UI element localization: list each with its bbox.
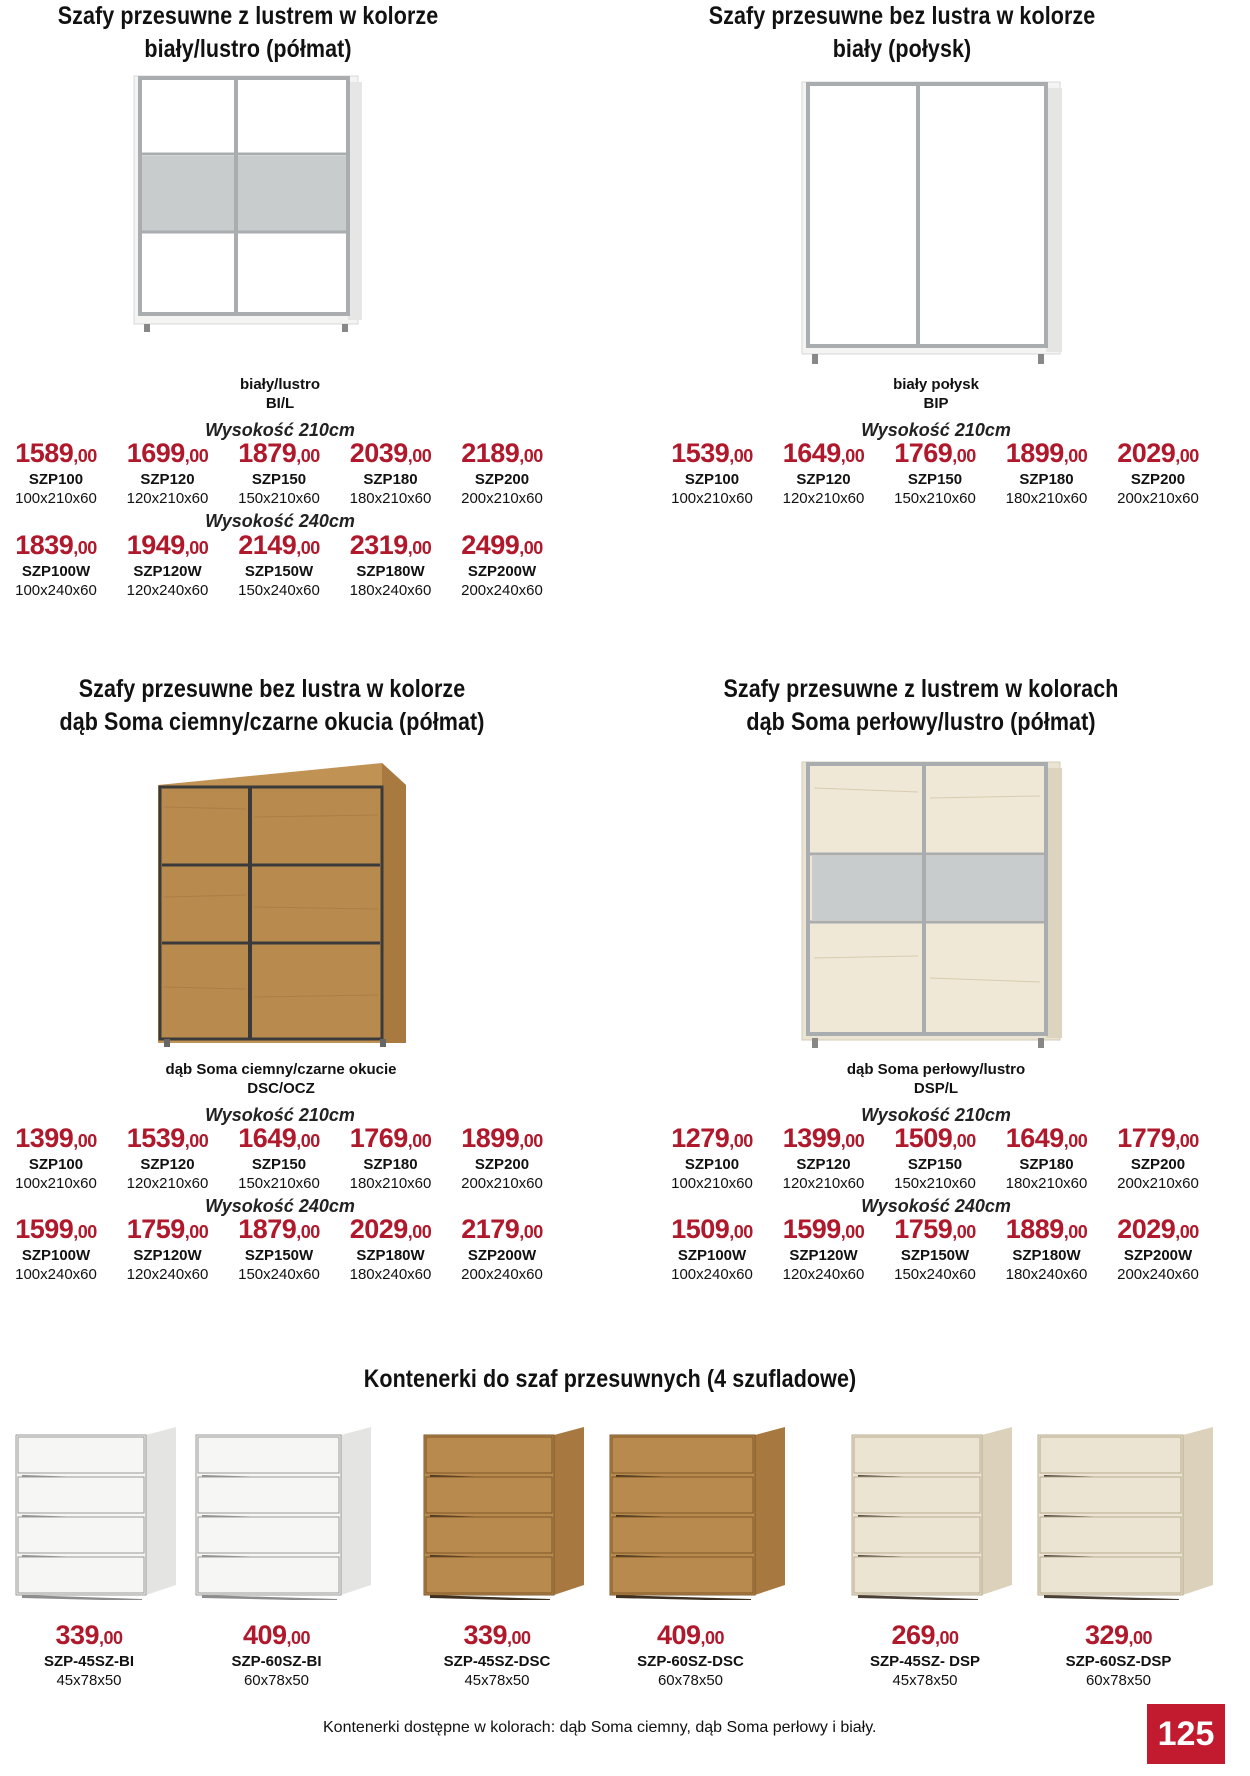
product-dimensions: 100x240x60 [15, 1266, 97, 1283]
price-item [991, 438, 1103, 509]
product-code: SZP100W [21, 1247, 91, 1264]
price-value: 329,00 [1084, 1620, 1153, 1650]
product-dimensions: 120x240x60 [782, 1266, 865, 1283]
price-item [1102, 1214, 1214, 1285]
product-code: SZP180W [356, 1247, 425, 1264]
product-dimensions: 200x210x60 [461, 1175, 543, 1192]
product-code: SZP-45SZ-BI [43, 1653, 134, 1670]
price-value: 1699,00 [126, 438, 209, 468]
price-value: 1539,00 [126, 1123, 209, 1153]
price-value: 1769,00 [349, 1123, 432, 1153]
price-item [223, 1214, 335, 1285]
price-item [0, 1123, 112, 1194]
price-value: 409,00 [656, 1620, 725, 1650]
price-value: 339,00 [463, 1620, 531, 1650]
product-dimensions: 100x210x60 [671, 490, 753, 507]
price-value: 1649,00 [1005, 1123, 1088, 1153]
product-code: SZP150W [244, 563, 314, 580]
price-item [335, 438, 447, 509]
price-item [879, 1123, 991, 1194]
availability-note: Kontenerki dostępne w kolorach: dąb Soma ciemny, dąb Soma perłowy i biały. [323, 1719, 877, 1736]
product-dimensions: 45x78x50 [892, 1672, 958, 1689]
container-price-item [402, 1620, 592, 1691]
price-value: 2179,00 [461, 1214, 543, 1244]
product-code: SZP100W [21, 563, 91, 580]
price-value: 1779,00 [1117, 1123, 1199, 1153]
price-item [879, 438, 991, 509]
variant-label: biały/lustro BI/L [239, 376, 321, 412]
price-value: 339,00 [55, 1620, 123, 1650]
price-value: 1509,00 [671, 1214, 753, 1244]
product-dimensions: 150x210x60 [894, 1175, 976, 1192]
price-value: 1949,00 [126, 530, 209, 560]
height-label: Wysokość 210cm [205, 1105, 355, 1125]
price-value: 1399,00 [782, 1123, 865, 1153]
price-item [991, 1123, 1103, 1194]
section-title: Kontenerki do szaf przesuwnych (4 szufladowe) [363, 1365, 857, 1393]
product-code: SZP-45SZ-DSC [443, 1653, 551, 1670]
price-value: 2189,00 [461, 438, 543, 468]
price-value: 2039,00 [349, 438, 432, 468]
product-code: SZP120 [140, 1156, 195, 1173]
price-value: 1759,00 [126, 1214, 209, 1244]
height-label: Wysokość 210cm [205, 420, 355, 440]
product-dimensions: 180x210x60 [349, 490, 432, 507]
price-value: 2029,00 [1117, 438, 1199, 468]
product-dimensions: 100x240x60 [671, 1266, 753, 1283]
product-code: SZP150 [251, 1156, 307, 1173]
product-code: SZP200 [1130, 471, 1186, 488]
product-code: SZP-60SZ-DSP [1065, 1653, 1172, 1670]
product-dimensions: 180x240x60 [349, 582, 432, 599]
product-code: SZP180W [1012, 1247, 1081, 1264]
price-item [335, 1123, 447, 1194]
price-value: 2499,00 [461, 530, 543, 560]
product-code: SZP120 [796, 471, 851, 488]
product-dimensions: 150x240x60 [238, 1266, 320, 1283]
price-item [656, 1123, 768, 1194]
product-dimensions: 120x210x60 [126, 1175, 209, 1192]
section-title: Szafy przesuwne bez lustra w kolorze biały (połysk) [708, 2, 1096, 63]
wardrobe-image-pearl-oak-mirror [798, 758, 1068, 1050]
price-item [446, 438, 558, 509]
price-item [656, 438, 768, 509]
price-value: 1399,00 [15, 1123, 97, 1153]
product-code: SZP200 [1130, 1156, 1186, 1173]
price-item [991, 1214, 1103, 1285]
price-item [112, 1123, 224, 1194]
price-item [335, 530, 447, 601]
price-value: 1539,00 [671, 438, 753, 468]
price-item [446, 530, 558, 601]
product-dimensions: 100x210x60 [671, 1175, 753, 1192]
price-value: 1889,00 [1005, 1214, 1088, 1244]
price-item [768, 438, 880, 509]
price-item [1102, 438, 1214, 509]
price-value: 2029,00 [1117, 1214, 1199, 1244]
price-value: 1649,00 [238, 1123, 320, 1153]
product-code: SZP100 [684, 471, 740, 488]
price-item [0, 438, 112, 509]
product-code: SZP200W [467, 563, 537, 580]
price-value: 1839,00 [15, 530, 97, 560]
container-price-item [182, 1620, 372, 1691]
container-price-item [596, 1620, 786, 1691]
product-code: SZP180 [363, 1156, 418, 1173]
price-item [0, 530, 112, 601]
price-value: 1899,00 [461, 1123, 543, 1153]
price-value: 2319,00 [349, 530, 432, 560]
product-dimensions: 45x78x50 [464, 1672, 530, 1689]
variant-label: dąb Soma ciemny/czarne okucie DSC/OCZ [165, 1061, 397, 1097]
product-dimensions: 120x210x60 [126, 490, 209, 507]
product-dimensions: 150x210x60 [238, 490, 320, 507]
product-dimensions: 180x240x60 [349, 1266, 432, 1283]
product-dimensions: 200x210x60 [1117, 1175, 1199, 1192]
container-image [1034, 1425, 1219, 1600]
product-dimensions: 200x210x60 [461, 490, 543, 507]
price-value: 409,00 [242, 1620, 311, 1650]
product-code: SZP150 [907, 471, 963, 488]
product-dimensions: 200x240x60 [461, 1266, 543, 1283]
price-item [0, 1214, 112, 1285]
price-item [223, 1123, 335, 1194]
price-item [1102, 1123, 1214, 1194]
variant-label: biały połysk BIP [893, 376, 979, 412]
price-item [223, 530, 335, 601]
product-dimensions: 60x78x50 [657, 1672, 724, 1689]
price-value: 1279,00 [671, 1123, 753, 1153]
price-value: 1649,00 [782, 438, 865, 468]
product-code: SZP150W [900, 1247, 970, 1264]
height-label: Wysokość 210cm [861, 1105, 1011, 1125]
price-item [335, 1214, 447, 1285]
product-code: SZP180 [363, 471, 418, 488]
price-value: 1599,00 [782, 1214, 865, 1244]
product-code: SZP100 [28, 471, 84, 488]
product-code: SZP120 [140, 471, 195, 488]
price-value: 1879,00 [238, 1214, 320, 1244]
price-item [768, 1123, 880, 1194]
product-code: SZP-60SZ-DSC [637, 1653, 744, 1670]
price-item [223, 438, 335, 509]
wardrobe-image-white-mirror [130, 72, 365, 334]
height-label: Wysokość 210cm [861, 420, 1011, 440]
container-price-item [1024, 1620, 1214, 1691]
product-code: SZP180W [356, 563, 425, 580]
product-dimensions: 100x210x60 [15, 490, 97, 507]
product-code: SZP150W [244, 1247, 314, 1264]
price-value: 1599,00 [15, 1214, 97, 1244]
product-code: SZP-45SZ- DSP [869, 1653, 981, 1670]
container-image [606, 1425, 791, 1600]
container-image [848, 1425, 1018, 1600]
product-dimensions: 200x210x60 [1117, 490, 1199, 507]
product-code: SZP100 [684, 1156, 740, 1173]
price-value: 1769,00 [894, 438, 976, 468]
product-dimensions: 120x240x60 [126, 1266, 209, 1283]
price-value: 1589,00 [15, 438, 97, 468]
section-title: Szafy przesuwne z lustrem w kolorze biały/lustro (półmat) [57, 2, 439, 63]
product-dimensions: 200x240x60 [1117, 1266, 1199, 1283]
product-dimensions: 180x240x60 [1005, 1266, 1088, 1283]
container-image [12, 1425, 182, 1600]
section-title: Szafy przesuwne bez lustra w kolorze dąb Soma ciemny/czarne okucia (półmat) [59, 675, 485, 736]
container-image [192, 1425, 377, 1600]
product-code: SZP120 [796, 1156, 851, 1173]
product-code: SZP100 [28, 1156, 84, 1173]
variant-label: dąb Soma perłowy/lustro DSP/L [846, 1061, 1026, 1097]
product-code: SZP-60SZ-BI [231, 1653, 322, 1670]
price-value: 2029,00 [349, 1214, 432, 1244]
price-item [112, 530, 224, 601]
price-item [768, 1214, 880, 1285]
product-code: SZP120W [789, 1247, 858, 1264]
wardrobe-image-white-gloss [798, 78, 1068, 368]
price-value: 1509,00 [894, 1123, 976, 1153]
product-dimensions: 150x210x60 [894, 490, 976, 507]
product-code: SZP200W [1123, 1247, 1193, 1264]
container-image [420, 1425, 590, 1600]
product-dimensions: 120x240x60 [126, 582, 209, 599]
price-item [112, 438, 224, 509]
product-dimensions: 60x78x50 [243, 1672, 310, 1689]
product-dimensions: 150x240x60 [894, 1266, 976, 1283]
price-value: 269,00 [891, 1620, 959, 1650]
product-dimensions: 180x210x60 [1005, 490, 1088, 507]
product-code: SZP100W [677, 1247, 747, 1264]
product-code: SZP200 [474, 1156, 530, 1173]
wardrobe-image-dark-oak [150, 757, 415, 1049]
price-item [656, 1214, 768, 1285]
product-code: SZP120W [133, 1247, 202, 1264]
height-label: Wysokość 240cm [205, 511, 355, 531]
price-item [446, 1214, 558, 1285]
product-code: SZP180 [1019, 471, 1074, 488]
product-dimensions: 100x240x60 [15, 582, 97, 599]
container-price-item [0, 1620, 184, 1691]
price-item [112, 1214, 224, 1285]
product-dimensions: 150x240x60 [238, 582, 320, 599]
page-number: 125 [1147, 1704, 1225, 1764]
product-dimensions: 150x210x60 [238, 1175, 320, 1192]
product-code: SZP120W [133, 563, 202, 580]
price-value: 1899,00 [1005, 438, 1088, 468]
product-dimensions: 200x240x60 [461, 582, 543, 599]
product-code: SZP200 [474, 471, 530, 488]
product-code: SZP180 [1019, 1156, 1074, 1173]
product-code: SZP150 [907, 1156, 963, 1173]
product-dimensions: 100x210x60 [15, 1175, 97, 1192]
price-value: 2149,00 [238, 530, 320, 560]
height-label: Wysokość 240cm [861, 1196, 1011, 1216]
price-value: 1879,00 [238, 438, 320, 468]
product-dimensions: 180x210x60 [1005, 1175, 1088, 1192]
height-label: Wysokość 240cm [205, 1196, 355, 1216]
product-dimensions: 180x210x60 [349, 1175, 432, 1192]
container-price-item [830, 1620, 1020, 1691]
section-title: Szafy przesuwne z lustrem w kolorach dąb Soma perłowy/lustro (półmat) [723, 675, 1119, 736]
price-value: 1759,00 [894, 1214, 976, 1244]
product-code: SZP200W [467, 1247, 537, 1264]
price-item [879, 1214, 991, 1285]
product-dimensions: 60x78x50 [1085, 1672, 1152, 1689]
product-dimensions: 120x210x60 [782, 490, 865, 507]
product-dimensions: 45x78x50 [56, 1672, 122, 1689]
price-item [446, 1123, 558, 1194]
product-dimensions: 120x210x60 [782, 1175, 865, 1192]
product-code: SZP150 [251, 471, 307, 488]
